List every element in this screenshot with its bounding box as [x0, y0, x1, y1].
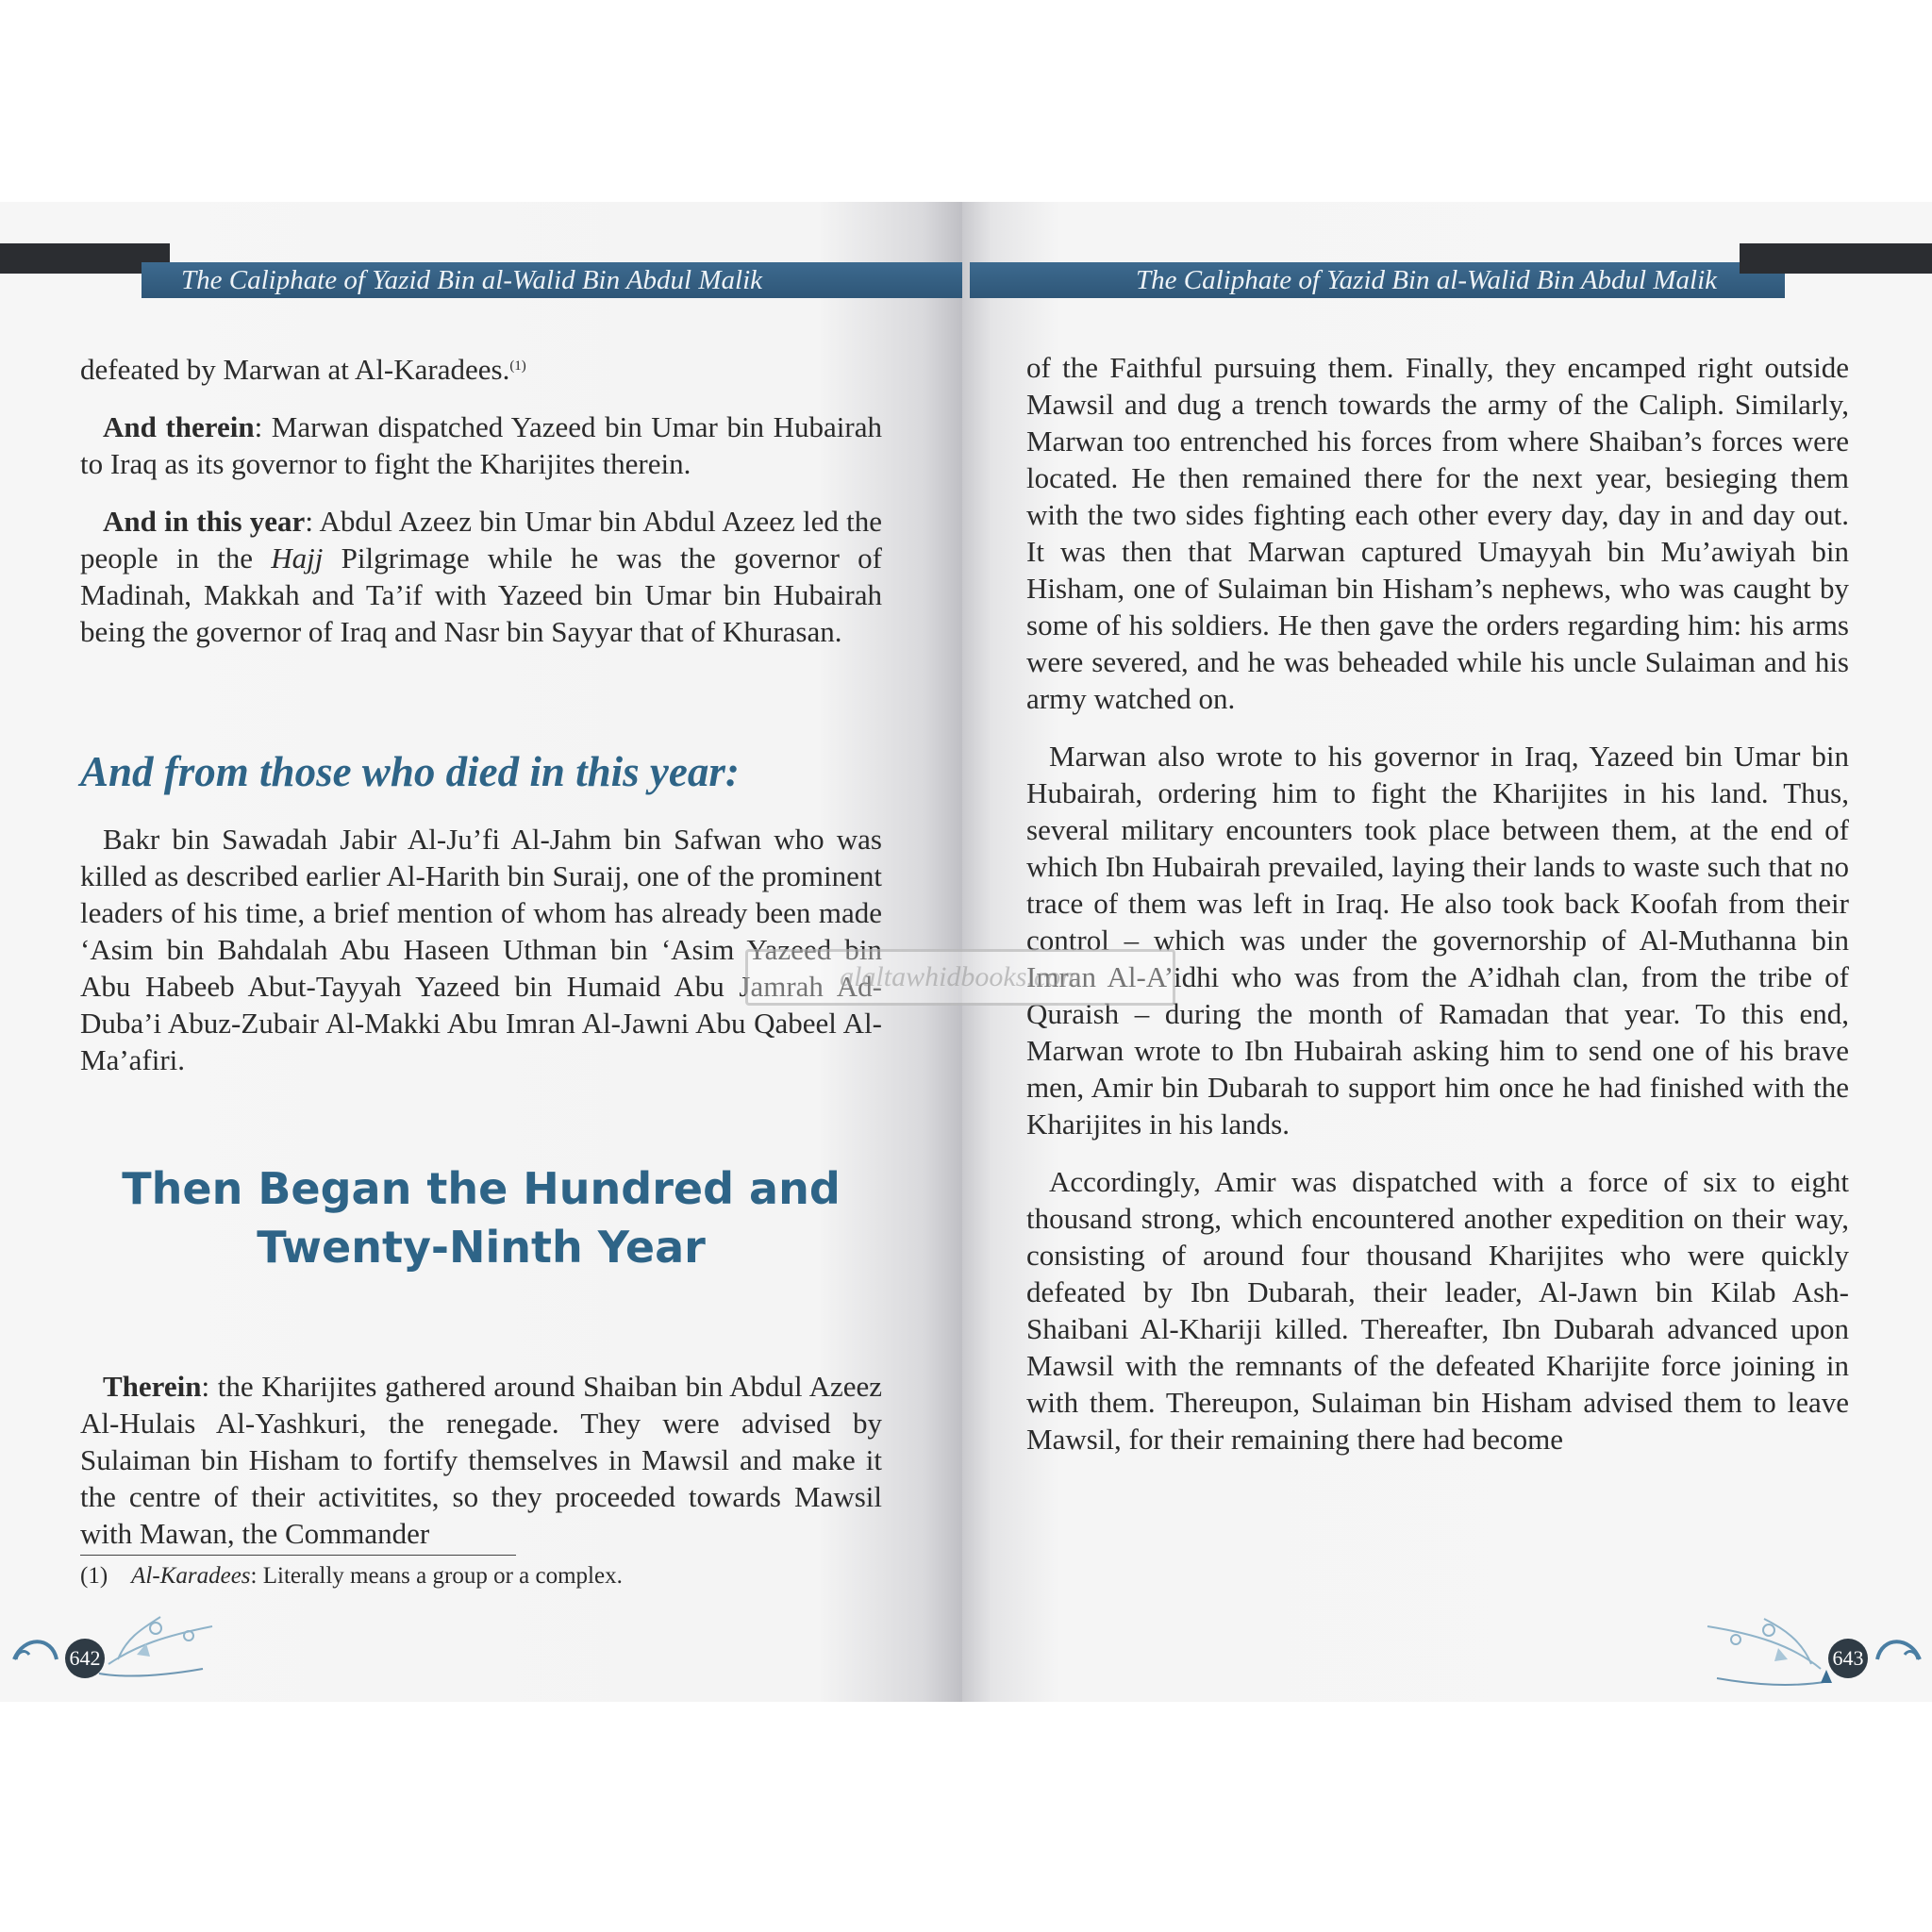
chapter-title [80, 1159, 882, 1276]
paragraph-text: defeated by Marwan at Al-Karadees. [80, 353, 510, 386]
chapter-title-line1: Then Began the Hundred and [122, 1163, 841, 1214]
book-spread [0, 202, 1932, 1702]
watermark-stamp: alaltawhidbooks.com [745, 949, 1175, 1006]
paragraph [80, 503, 882, 650]
running-header-left [142, 262, 962, 298]
page-number-left: 642 [65, 1639, 105, 1678]
footnote-number: (1) [80, 1563, 108, 1589]
footnote-text: : Literally means a group or a complex. [250, 1563, 623, 1589]
floral-ornament-left-icon [5, 1607, 231, 1692]
paragraph [80, 408, 882, 482]
running-header-right-text: The Caliphate of Yazid Bin al-Walid Bin Abdul Malik [1136, 265, 1718, 295]
paragraph [1026, 349, 1849, 717]
chapter-title-line2: Twenty-Ninth Year [257, 1222, 706, 1273]
page-number-right: 643 [1828, 1639, 1868, 1678]
left-body-top [80, 348, 882, 671]
paragraph-text: of the Faithful pursuing them. Finally, they encamped right outside Mawsil and dug a trench towards the army of the Caliph. Similarly, Marwan too entrenched his forces from where Shaiban’s forces were located. He then remained there for the next year, besieging them with the two sides fighting each other every day, day in and day out. It was then that Marwan captured Umayyah bin Mu’awiyah bin Hisham, one of Sulaiman bin Hisham’s nephews, who was caught by some of his soldiers. He then gave the orders regarding him: his arms were severed, and he was beheaded while his uncle Sulaiman and his army watched on. [1026, 351, 1849, 715]
paragraph [1026, 738, 1849, 1142]
lead-phrase: And therein [103, 410, 255, 443]
floral-ornament-right-icon [1679, 1607, 1929, 1702]
lead-phrase: Therein [103, 1370, 202, 1403]
header-dark-bar-right [1740, 243, 1932, 274]
paragraph-text: : the Kharijites gathered around Shaiban bin Abdul Azeez Al-Hulais Al-Yashkuri, the renegade. They were advised by Sulaiman bin Hisham to fortify themselves in Mawsil and make it the centre of their activitites, so they proceeded towards Mawsil with Mawan, the Commander [80, 1370, 882, 1550]
running-header-right [970, 262, 1785, 298]
running-header-left-text: The Caliphate of Yazid Bin al-Walid Bin Abdul Malik [181, 265, 763, 295]
footnote-ref: (1) [509, 358, 526, 374]
section-subheading: And from those who died in this year: [80, 748, 740, 795]
paragraph-text: : Marwan dispatched Yazeed bin Umar bin Hubairah to Iraq as its governor to fight the Kharijites therein. [80, 410, 882, 480]
paragraph-text: Accordingly, Amir was dispatched with a force of six to eight thousand strong, which encountered another expedition on their way, consisting of around four thousand Kharijites who were quickly defeated by Ibn Dubarah, their leader, Al-Jawn bin Kilab Ash-Shaibani Al-Khariji killed. Thereafter, Ibn Dubarah advanced upon Mawsil with the remnants of the defeated Kharijite force joining in with them. Thereupon, Sulaiman bin Hisham advised them to leave Mawsil, for their remaining there had become [1026, 1165, 1849, 1456]
paragraph-text: : Abdul Azeez bin Umar bin Abdul Azeez led the people in the [80, 505, 883, 575]
left-body-bottom [80, 1368, 882, 1573]
footnote-rule [80, 1555, 516, 1556]
paragraph-text: Pilgrimage while he was the governor of Madinah, Makkah and Ta’if with Yazeed bin Umar bin Hubairah being the governor of Iraq and Nasr bin Sayyar that of Khurasan. [80, 541, 882, 648]
paragraph [1026, 1163, 1849, 1457]
paragraph-text: Bakr bin Sawadah Jabir Al-Ju’fi Al-Jahm bin Safwan who was killed as described earlier Al-Harith bin Suraij, one of the prominent leaders of his time, a brief mention of whom has already been made ‘Asim bin Bahdalah Abu Haseen Uthman bin ‘Asim Yazeed bin Abu Habeeb Abut-Tayyah Yazeed bin Humaid Abu Jamrah Ad-Duba’i Abuz-Zubair Al-Makki Abu Imran Al-Jawni Abu Qabeel Al-Ma’afiri. [80, 823, 882, 1076]
footnote-term: Al-Karadees [131, 1563, 251, 1589]
footnote [80, 1562, 882, 1591]
paragraph [80, 348, 882, 388]
paragraph [80, 1368, 882, 1552]
italic-term: Hajj [271, 541, 324, 575]
right-body [1026, 349, 1849, 1478]
lead-phrase: And in this year [103, 505, 306, 538]
paragraph-text: Marwan also wrote to his governor in Iraq, Yazeed bin Umar bin Hubairah, ordering him to fight the Kharijites in his land. Thus, several military encounters took place between them, at the end of which Ibn Hubairah prevailed, laying their lands to waste such that no trace of them was left in Iraq. He also took back Koofah from their control – which was under the governorship of Al-Muthanna bin Imran Al-A’idhi who was from the A’idhah clan, from the tribe of Quraish – during the month of Ramadan that year. To this end, Marwan wrote to Ibn Hubairah asking him to send one of his brave men, Amir bin Dubarah to support him once he had finished with the Kharijites in his lands. [1026, 740, 1849, 1141]
